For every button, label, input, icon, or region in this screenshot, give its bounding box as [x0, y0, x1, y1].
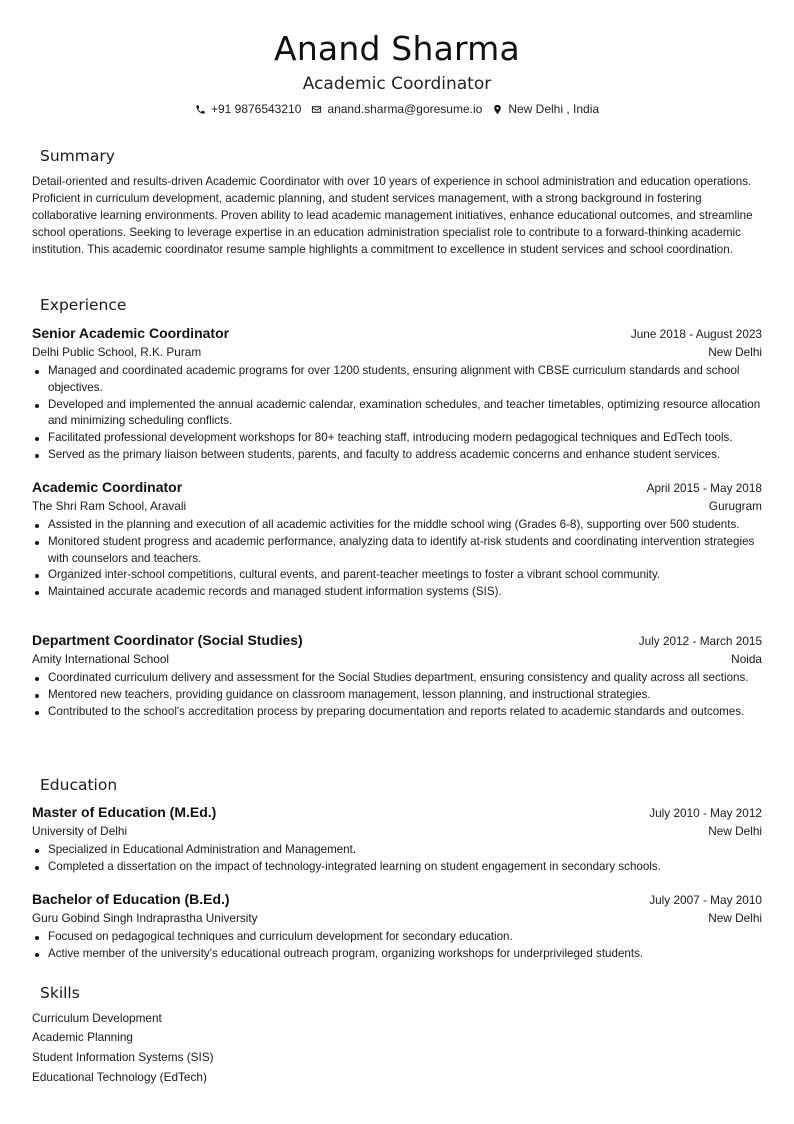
job-dates: April 2015 - May 2018: [646, 481, 762, 495]
education-entry: [32, 890, 762, 963]
list-item: Assisted in the planning and execution of all academic activities for the middle school wing (Grades 6-8), supporting over 500 students.: [32, 517, 762, 534]
section-title-summary: Summary: [40, 147, 115, 165]
section-title-education: Education: [40, 776, 118, 794]
experience-entry: [32, 324, 762, 464]
list-item: Active member of the university's educational outreach program, organizing workshops for underprivileged students.: [32, 946, 762, 963]
degree-title: Bachelor of Education (B.Ed.): [32, 891, 230, 907]
email-text: anand.sharma@goresume.io: [327, 102, 483, 116]
experience-entry: [32, 631, 762, 720]
candidate-name: Anand Sharma: [274, 29, 520, 68]
list-item: Focused on pedagogical techniques and curriculum development for secondary education.: [32, 929, 762, 946]
location-text: New Delhi , India: [508, 102, 600, 116]
institution-location: New Delhi: [708, 824, 762, 838]
list-item: Maintained accurate academic records and managed student information systems (SIS).: [32, 584, 762, 601]
job-bullets: [32, 517, 762, 601]
experience-entry: [32, 478, 762, 601]
phone-text: +91 9876543210: [210, 102, 302, 116]
institution: Guru Gobind Singh Indraprastha University: [32, 911, 258, 925]
job-dates: June 2018 - August 2023: [630, 327, 762, 341]
degree-dates: July 2007 - May 2010: [649, 893, 762, 907]
degree-dates: July 2010 - May 2012: [649, 806, 762, 820]
job-dates: July 2012 - March 2015: [638, 634, 762, 648]
contact-email: [311, 101, 482, 117]
contact-phone: [195, 101, 301, 117]
list-item: Monitored student progress and academic performance, analyzing data to identify at-risk students and coordinating intervention strategies with counselors and teachers.: [32, 534, 762, 568]
employer: Amity International School: [32, 652, 170, 666]
list-item: Managed and coordinated academic programs for over 1200 students, ensuring alignment with CBSE curriculum standards and school objectives.: [32, 363, 762, 397]
list-item: Facilitated professional development workshops for 80+ teaching staff, introducing modern pedagogical techniques and EdTech tools.: [32, 430, 762, 447]
job-bullets: [32, 363, 762, 464]
job-title: Department Coordinator (Social Studies): [32, 632, 303, 648]
contact-location: [492, 101, 599, 117]
list-item: Developed and implemented the annual academic calendar, examination schedules, and teacher timetables, optimizing resource allocation and minimizing scheduling conflicts.: [32, 397, 762, 431]
envelope-icon: [311, 104, 322, 115]
section-title-experience: Experience: [40, 296, 127, 314]
education-entry: [32, 803, 762, 876]
institution-location: New Delhi: [708, 911, 762, 925]
job-location: New Delhi: [708, 345, 762, 359]
skill-item: Academic Planning: [32, 1030, 133, 1044]
employer: The Shri Ram School, Aravali: [32, 499, 187, 513]
job-location: Gurugram: [708, 499, 762, 513]
candidate-role: Academic Coordinator: [302, 74, 492, 94]
degree-bullets: [32, 842, 762, 876]
list-item: Specialized in Educational Administration and Management.: [32, 842, 762, 859]
employer: Delhi Public School, R.K. Puram: [32, 345, 202, 359]
map-pin-icon: [492, 104, 503, 115]
list-item: Mentored new teachers, providing guidance on classroom management, lesson planning, and instructional strategies.: [32, 687, 762, 704]
job-title: Academic Coordinator: [32, 479, 183, 495]
summary-text: Detail-oriented and results-driven Academic Coordinator with over 10 years of experience in school administration and education operations. Proficient in curriculum development, academic planning, and student services management, with a strong background in fostering collaborative learning environments. Proven ability to lead academic management initiatives, enhance educational outcomes, and streamline school operations. Seeking to leverage expertise in an education administration specialist role to contribute to a forward-thinking academic institution. This academic coordinator resume sample highlights a commitment to excellence in student services and school coordination.: [32, 175, 753, 256]
degree-title: Master of Education (M.Ed.): [32, 804, 217, 820]
job-title: Senior Academic Coordinator: [32, 325, 230, 341]
phone-icon: [195, 104, 206, 115]
skill-item: Student Information Systems (SIS): [32, 1050, 214, 1064]
contact-bar: [0, 101, 794, 117]
institution: University of Delhi: [32, 824, 128, 838]
job-bullets: [32, 670, 762, 720]
list-item: Coordinated curriculum delivery and assessment for the Social Studies department, ensuring consistency and quality across all sections.: [32, 670, 762, 687]
section-title-skills: Skills: [40, 984, 80, 1002]
skill-item: Curriculum Development: [32, 1011, 162, 1025]
list-item: Served as the primary liaison between students, parents, and faculty to address academic concerns and enhance student services.: [32, 447, 762, 464]
degree-bullets: [32, 929, 762, 963]
list-item: Contributed to the school's accreditation process by preparing documentation and reports related to academic standards and outcomes.: [32, 704, 762, 721]
list-item: Organized inter-school competitions, cultural events, and parent-teacher meetings to foster a vibrant school community.: [32, 567, 762, 584]
list-item: Completed a dissertation on the impact of technology-integrated learning on student engagement in secondary schools.: [32, 859, 762, 876]
skill-item: Educational Technology (EdTech): [32, 1070, 207, 1084]
job-location: Noida: [731, 652, 762, 666]
